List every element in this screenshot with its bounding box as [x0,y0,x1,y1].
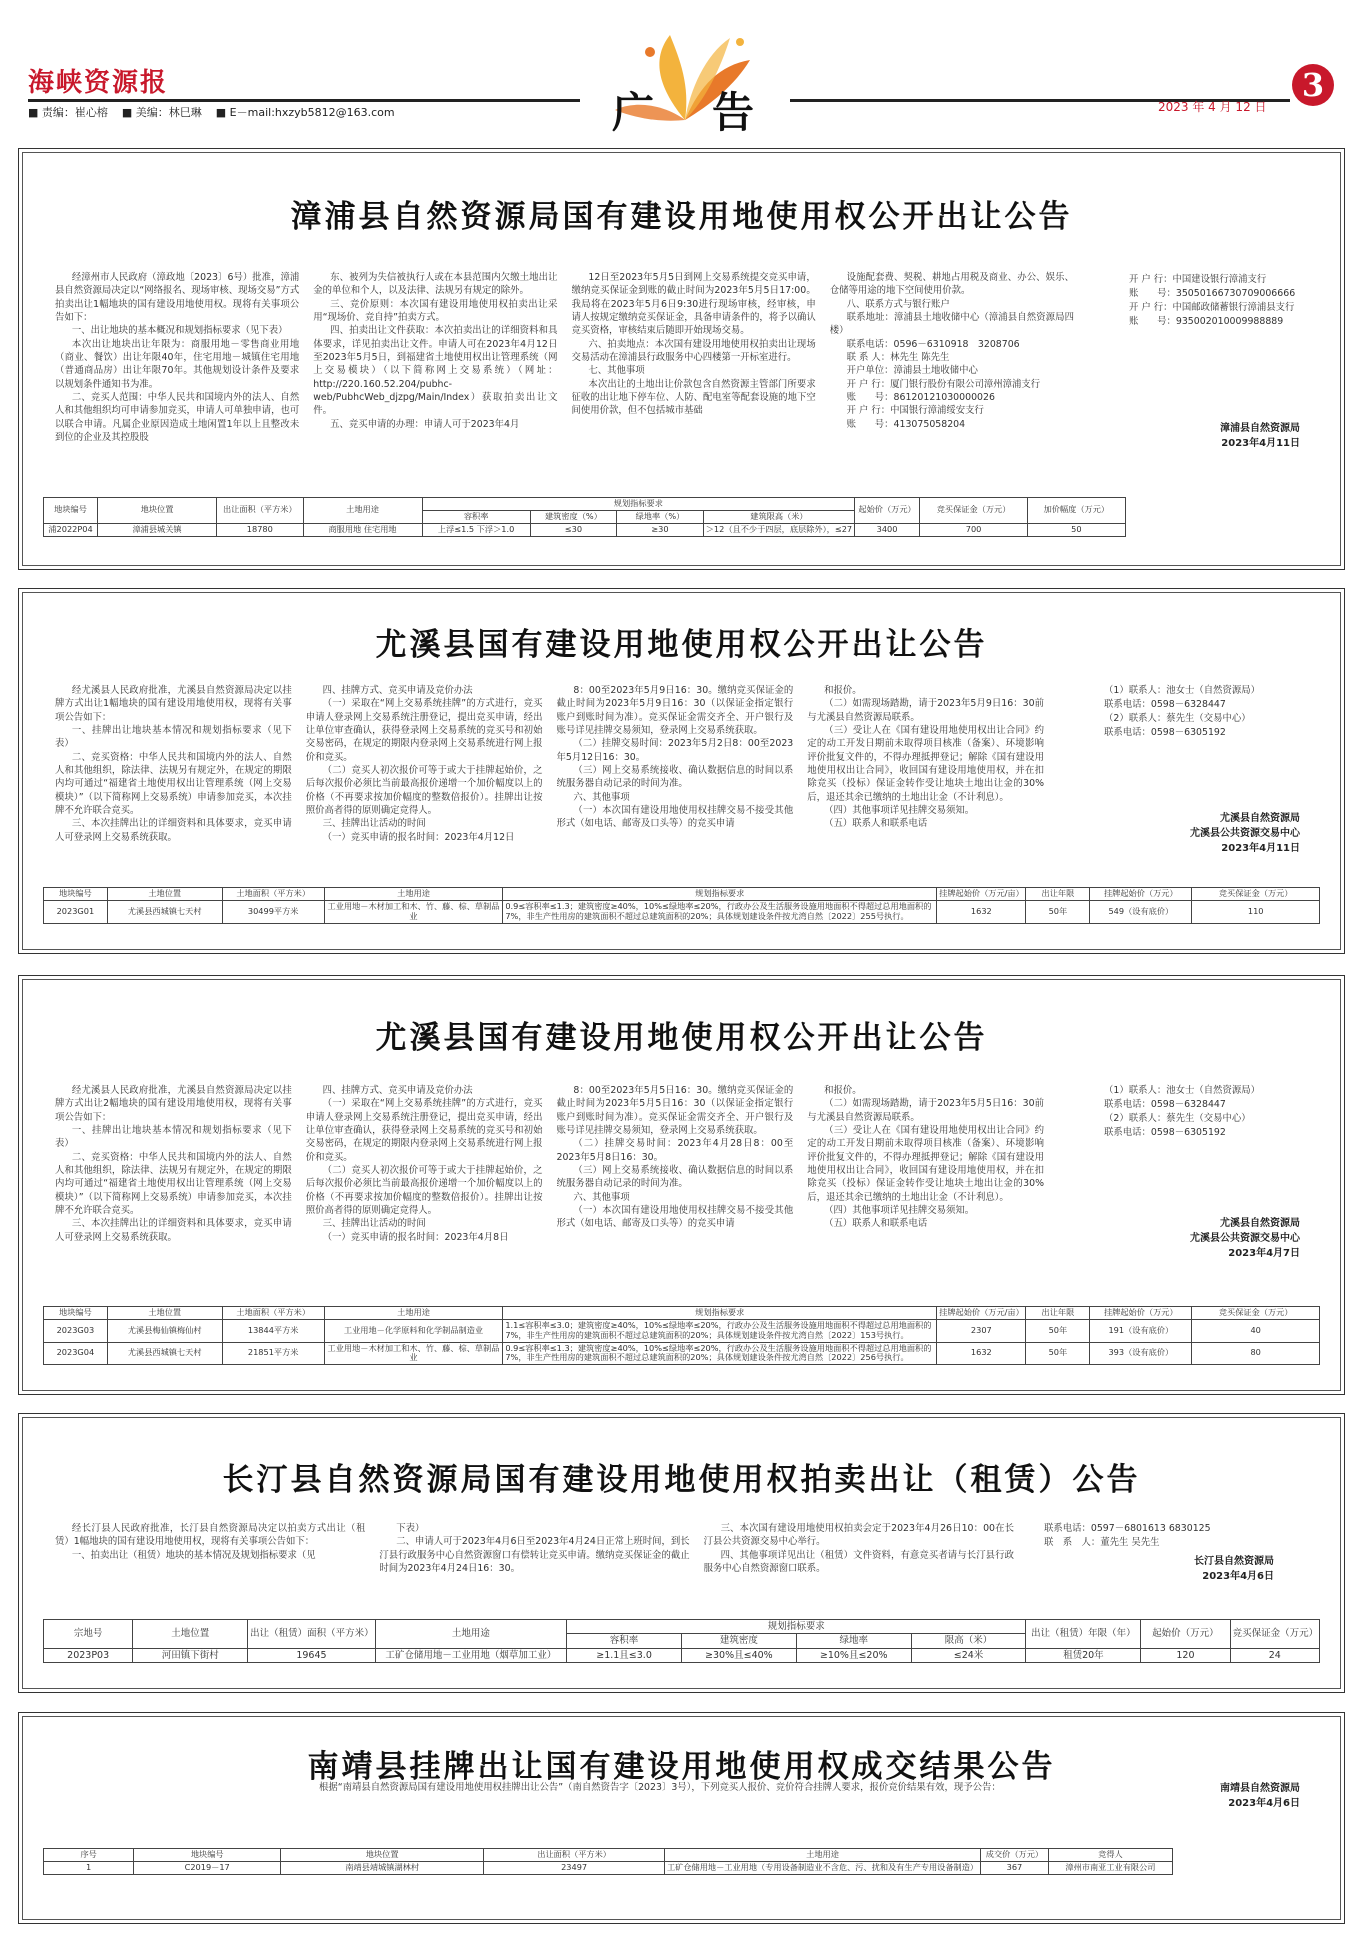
table-cell: 南靖县靖城镇湖林村 [281,1861,484,1874]
paragraph: （二）如需现场踏勘，请于2023年5月5日16：30前与尤溪县自然资源局联系。 [807,1098,1044,1123]
paragraph: 三、本次国有建设用地使用权拍卖会定于2023年4月26日10：00在长汀县公共资源交易中心举行。 [703,1523,1014,1548]
table-header: 出让年限 [1026,888,1090,901]
text-column-1 [55,1522,365,1612]
paragraph: 联 系 人：林先生 陈先生 [846,352,950,364]
table-cell: 40 [1192,1319,1320,1342]
paragraph: 联系电话：0596－6310918 3208706 [846,338,1020,350]
table-cell: 50年 [1026,900,1090,923]
table-cell: C2019－17 [134,1861,281,1874]
table-cell: ≥30 [617,523,704,536]
table-header: 土地用途 [324,888,503,901]
table-cell: 50 [1028,523,1125,536]
newspaper-brand: 海峡资源报 [28,68,169,98]
text-column-4 [830,271,1074,481]
contact-info [1044,1522,1211,1550]
table-cell: 191（设有底价） [1090,1319,1192,1342]
table-header: 宗地号 [44,1620,133,1649]
table-cell: 工矿仓储用地－工业用地（专用设备制造业不含危、污、扰和及有生产专用设备制造） [664,1861,980,1874]
announcement-youxi-1 [18,588,1345,954]
table-cell: 工业用地－木材加工和木、竹、藤、棕、草制品业 [324,1342,503,1365]
table-cell: 110 [1192,900,1320,923]
paragraph: 二、竞买人范围：中华人民共和国境内外的法人、自然人和其他组织均可申请参加竞买，申请人可单独申请，也可以联合申请。凡属企业原因造成土地闲置1年以上且整改未到位的企业及其控股股 [55,392,300,444]
signature-org: 南靖县自然资源局 [1220,1783,1300,1794]
text-column-2 [306,684,543,864]
signature-date: 2023年4月6日 [1202,1571,1274,1582]
contact-line: （1）联系人：池女士（自然资源局） [1104,685,1260,696]
header-rule-left [28,99,580,102]
announcement-title: 尤溪县国有建设用地使用权公开出让公告 [375,627,988,663]
table-cell: 尤溪县西城镇七天村 [107,1342,222,1365]
table-cell: 367 [981,1861,1049,1874]
text-column-3 [572,271,816,481]
paragraph: 六、其他事项 [573,791,630,803]
bank-accounts [1129,273,1295,329]
paragraph: 三、挂牌出让活动的时间 [322,818,426,830]
table-cell: ≥1.1且≤3.0 [567,1648,682,1662]
paragraph: （三）受让人在《国有建设用地使用权出让合同》约定的动工开发日期前未取得项目核准（备案）、环境影响评价批复文件的，不得办理抵押登记；解除《国有建设用地使用权出让合同》，收回国有建设用地使用权，并在扣除竞买（投标）保证金转作受让地块土地出让金的30%后，退还其余已缴纳的土地出让金（不计利息）。 [807,1125,1044,1203]
paragraph: 二、申请人可于2023年4月6日至2023年4月24日正常上班时间，到长汀县行政服务中心自然资源窗口有偿转让竞买申请。缴纳竞买保证金的截止时间为2023年4月24日16：30。 [379,1536,690,1575]
announcement-title: 南靖县挂牌出让国有建设用地使用权成交结果公告 [307,1749,1056,1785]
table-header: 挂牌起始价（万元） [1090,1307,1192,1320]
contact-line: 联系电话：0598－6305192 [1104,727,1226,739]
table-row [44,1342,1320,1365]
text-column-2 [313,271,557,481]
table-cell: 0.9≤容积率≤1.3；建筑密度≥40%，10%≤绿地率≤20%，行政办公及生活服务设施用地面积不得超过总用地面积的7%，非生产性用房的建筑面积不超过总建筑面积的20%；具体规划建设条件按尤湾自然〔2022〕256号执行。 [503,1342,937,1365]
table-header: 出让（租赁）年限（年） [1026,1620,1141,1649]
credit-designer: ■ 美编：林巳琳 [121,106,202,119]
table-cell: 商服用地 住宅用地 [303,523,422,536]
paragraph: （五）联系人和联系电话 [824,818,928,830]
editor-credits [28,104,409,120]
table-cell: 1 [44,1861,134,1874]
signature-date: 2023年4月7日 [1228,1248,1300,1259]
paragraph: 二、竞买资格：中华人民共和国境内外的法人、自然人和其他组织，除法律、法规另有规定外，在规定的期限内均可通过“福建省土地使用权出让管理系统（网上交易模块）”（以下简称网上交易系统）申请参加竞买，本次挂牌不允许联合竞买。 [55,751,292,817]
paragraph: 开 户 行：中国银行漳浦绥安支行 [846,405,984,417]
paragraph: 一、拍卖出让（租赁）地块的基本情况及规划指标要求（见 [71,1549,316,1561]
paragraph: 东、被列为失信被执行人或在本县范围内欠缴土地出让金的单位和个人，以及法律、法规另有规定的除外。 [313,272,558,297]
table-cell: 工业用地－化学原料和化学制品制造业 [324,1319,503,1342]
table-cell: 漳州市南亚工业有限公司 [1048,1861,1172,1874]
paragraph: （三）网上交易系统接收、确认数据信息的时间以系统服务器自动记录的时间为准。 [556,1165,794,1190]
table-header: 竞买保证金（万元） [1192,1307,1320,1320]
contact-line: 联系电话：0597－6801613 6830125 [1044,1523,1211,1534]
table-header: 起始价（万元） [855,498,920,524]
paragraph: （一）本次国有建设用地使用权挂牌交易不接受其他形式（如电话、邮寄及口头等）的竞买申请 [556,805,794,830]
signature-org: 漳浦县自然资源局 [1220,423,1300,434]
contact-line: （1）联系人：池女士（自然资源局） [1104,1085,1260,1096]
signature [1190,811,1300,856]
table-cell: 工业用地－木材加工和木、竹、藤、棕、草制品业 [324,900,503,923]
table-cell: 3400 [855,523,920,536]
signature-date: 2023年4月11日 [1221,438,1300,449]
paragraph: （二）竞买人初次报价可等于或大于挂牌起始价，之后每次报价必须比当前最高报价递增一个加价幅度以上的价格（不再要求按加价幅度的整数倍报价）。挂牌出让按照价高者得的原则确定竞得人。 [305,1165,543,1217]
section-title-left: 广 [612,88,655,137]
paragraph: （四）其他事项详见挂牌交易须知。 [824,805,975,817]
land-parcel-table [43,1306,1320,1365]
table-header: 挂牌起始价（万元/亩） [937,888,1026,901]
text-column-1 [55,1084,292,1274]
table-header: 地块位置 [281,1849,484,1862]
paragraph: 8：00至2023年5月9日16：30。缴纳竞买保证金的截止时间为2023年5月9日16：30（以保证金指定银行账户到账时间为准）。竞买保证金需交齐全、开户银行及账号详见挂牌交易须知，登录网上交易系统获取。 [556,685,794,737]
paragraph: （三）网上交易系统接收、确认数据信息的时间以系统服务器自动记录的时间为准。 [556,765,794,790]
table-subheader: 容积率 [422,510,530,523]
text-column-2 [306,1084,543,1274]
signature-date: 2023年4月11日 [1221,843,1300,854]
table-subheader: 绿地率 [796,1634,911,1648]
announcement-title: 长汀县自然资源局国有建设用地使用权拍卖出让（租赁）公告 [222,1462,1141,1498]
table-cell: 18780 [217,523,304,536]
paragraph: （一）竞买申请的报名时间：2023年4月12日 [322,831,515,843]
table-cell: ＞12（且不少于四层，底层除外），≤27 [703,523,854,536]
text-column-4 [807,684,1044,864]
table-cell: 浦2022P04 [44,523,98,536]
table-subheader: 建筑密度 [681,1634,796,1648]
table-header: 土地面积（平方米） [222,1307,324,1320]
table-cell: ≥30%且≤40% [681,1648,796,1662]
credit-editor: ■ 责编：崔心榕 [28,106,108,119]
paragraph: （一）本次国有建设用地使用权挂牌交易不接受其他形式（如电话、邮寄及口头等）的竞买申请 [556,1205,794,1230]
table-header: 土地用途 [664,1849,980,1862]
contact-line: （2）联系人：蔡先生（交易中心） [1104,713,1251,725]
signature [1194,1554,1274,1584]
table-cell: ≥10%且≤20% [796,1648,911,1662]
bank-line: 开 户 行：中国邮政储蓄银行漳浦县支行 [1129,302,1295,314]
announcement-zhangpu [18,148,1345,570]
table-header: 竞买保证金（万元） [1192,888,1320,901]
signature [1220,1781,1300,1811]
announcement-title: 尤溪县国有建设用地使用权公开出让公告 [375,1020,988,1056]
table-header: 竞买保证金（万元） [1230,1620,1319,1649]
table-header: 土地用途 [303,498,422,524]
contact-info [1104,1084,1260,1140]
text-column-4 [807,1084,1044,1274]
signature-org: 尤溪县自然资源局 [1220,1218,1300,1229]
table-cell: 租赁20年 [1026,1648,1141,1662]
paragraph: 开 户 行：厦门银行股份有限公司漳州漳浦支行 [846,378,1041,390]
paragraph: （五）联系人和联系电话 [824,1218,928,1230]
table-header: 地块编号 [44,498,98,524]
table-subheader: 限高（米） [911,1634,1026,1648]
result-notice-text: 根据“南靖县自然资源局国有建设用地使用权挂牌出让公告”（南自然资告字〔2023〕3号），下列竞买人报价、竞价符合挂牌人要求，报价竞价结果有效，现予公告： [319,1782,1001,1793]
announcement-changting [18,1413,1345,1693]
table-cell: 2307 [937,1319,1026,1342]
table-cell: 50年 [1026,1319,1090,1342]
table-header: 土地面积（平方米） [222,888,324,901]
paragraph: 开户单位：漳浦县土地收储中心 [846,365,978,377]
paragraph: 七、其他事项 [588,365,645,377]
table-cell: ≤30 [530,523,617,536]
paragraph: 三、本次挂牌出让的详细资料和具体要求，竞买申请人可登录网上交易系统获取。 [55,1218,292,1243]
paragraph: （二）如需现场踏勘，请于2023年5月9日16：30前与尤溪县自然资源局联系。 [807,698,1044,723]
table-cell: 2023P03 [44,1648,133,1662]
table-cell: 工矿仓储用地－工业用地（烟草加工业） [375,1648,566,1662]
paragraph: 经尤溪县人民政府批准，尤溪县自然资源局决定以挂牌方式出让1幅地块的国有建设用地使用权，现将有关事项公告如下： [55,685,292,723]
text-column-1 [55,271,299,481]
table-header: 土地位置 [107,1307,222,1320]
table-header: 地块编号 [44,1307,108,1320]
table-header: 竞得人 [1048,1849,1172,1862]
paragraph: 六、拍卖地点：本次国有建设用地使用权拍卖出让现场交易活动在漳浦县行政服务中心四楼第一开标室进行。 [571,338,816,364]
contact-line: （2）联系人：蔡先生（交易中心） [1104,1113,1251,1125]
contact-line: 联系电话：0598－6328447 [1104,1099,1226,1111]
table-cell: 120 [1141,1648,1230,1662]
paragraph: 12日至2023年5月5日到网上交易系统提交竞买申请，缴纳竞买保证金到账的截止时间为2023年5月5日17:00。我局将在2023年5月6日9:30进行现场审核，经审核，申请人按规定缴纳竞买保证金，具备申请条件的，将予以确认竞买资格，审核结束后随即开始现场交易。 [571,272,816,337]
paragraph: 本次出让地块出让年限为：商服用地－零售商业用地（商业、餐饮）出让年限40年，住宅用地－城镇住宅用地（普通商品房）出让年限70年。其他规划设计条件及要求以规划条件通知书为准。 [55,338,300,390]
paragraph: 四、挂牌方式、竞买申请及竞价办法 [322,1085,473,1096]
land-parcel-table [43,887,1320,924]
table-cell: 2023G03 [44,1319,108,1342]
paragraph: 五、竞买申请的办理：申请人可于2023年4月 [330,418,520,430]
contact-info [1104,684,1260,740]
signature-org: 尤溪县公共资源交易中心 [1190,828,1300,839]
table-cell: 上浮≤1.5 下浮＞1.0 [422,523,530,536]
paragraph: 四、拍卖出让文件获取：本次拍卖出让的详细资料和具体要求，详见拍卖出让文件。申请人可在2023年4月12日至2023年5月5日，到福建省土地使用权出让管理系统（网上交易模块）（以下简称网上交易系统）（网址：http://220.160.52.204/pubhc-web/PubhcWeb_djzpg/Main/Index）获取拍卖出让文件。 [313,325,558,417]
table-cell: 700 [920,523,1028,536]
table-header: 土地位置 [133,1620,248,1649]
table-header: 出让面积（平方米） [484,1849,665,1862]
paragraph: 四、其他事项详见出让（租赁）文件资料，有意竞买者请与长汀县行政服务中心自然资源窗口联系。 [703,1549,1014,1575]
table-row [44,1861,1173,1874]
paragraph: 经长汀县人民政府批准，长汀县自然资源局决定以拍卖方式出让（租赁）1幅地块的国有建设用地使用权，现将有关事项公告如下： [55,1523,366,1548]
table-header: 地块编号 [44,888,108,901]
table-cell: 河田镇下街村 [133,1648,248,1662]
table-header: 竞买保证金（万元） [920,498,1028,524]
table-cell: 50年 [1026,1342,1090,1365]
signature [1220,421,1300,451]
text-column-3 [704,1522,1014,1612]
announcement-title: 漳浦县自然资源局国有建设用地使用权公开出让公告 [290,199,1073,235]
contact-line: 联系电话：0598－6328447 [1104,699,1226,711]
table-cell: 1.1≤容积率≤3.0；建筑密度≥40%，10%≤绿地率≤20%，行政办公及生活服务设施用地面积不得超过总用地面积的7%，非生产性用房的建筑面积不超过总建筑面积的20%；具体规划建设条件按尤湾自然〔2022〕153号执行。 [503,1319,937,1342]
paragraph: 联系地址：漳浦县土地收储中心（漳浦县自然资源局四楼） [829,312,1074,337]
table-cell: 21851平方米 [222,1342,324,1365]
page-header [0,0,1361,137]
announcement-nanjing [18,1712,1345,1924]
table-cell: 549（设有底价） [1090,900,1192,923]
signature-org: 尤溪县公共资源交易中心 [1190,1233,1300,1244]
table-cell: 24 [1230,1648,1319,1662]
paragraph: 经尤溪县人民政府批准，尤溪县自然资源局决定以挂牌方式出让2幅地块的国有建设用地使用权，现将有关事项公告如下： [55,1085,292,1123]
paragraph: （二）竞买人初次报价可等于或大于挂牌起始价，之后每次报价必须比当前最高报价递增一个加价幅度以上的价格（不再要求按加价幅度的整数倍报价）。挂牌出让按照价高者得的原则确定竞得人。 [305,765,543,817]
table-header: 起始价（万元） [1141,1620,1230,1649]
paragraph: （三）受让人在《国有建设用地使用权出让合同》约定的动工开发日期前未取得项目核准（备案）、环境影响评价批复文件的，不得办理抵押登记；解除《国有建设用地使用权出让合同》，收回国有建设用地使用权，并在扣除竞买（投标）保证金转作受让地块土地出让金的30%后，退还其余已缴纳的土地出让金（不计利息）。 [807,725,1044,803]
table-header: 土地用途 [375,1620,566,1649]
paragraph: 8：00至2023年5月5日16：30。缴纳竞买保证金的截止时间为2023年5月5日16：30（以保证金指定银行账户到账时间为准）。竞买保证金需交齐全、开户银行及账号详见挂牌交易须知，登录网上交易系统获取。 [556,1085,794,1137]
bank-line: 账 号：35050166730709006666 [1129,288,1296,300]
table-subheader: 建筑密度（%） [530,510,617,523]
signature-date: 2023年4月6日 [1228,1798,1300,1809]
paragraph: 六、其他事项 [573,1191,630,1203]
issue-date: 2023 年 4 月 12 日 [1158,100,1267,114]
paragraph: 账 号：86120121030000026 [846,392,995,404]
table-cell: 1632 [937,900,1026,923]
paragraph: （一）竞买申请的报名时间：2023年4月8日 [322,1231,509,1243]
table-header: 土地位置 [107,888,222,901]
table-cell: 0.9≤容积率≤1.3；建筑密度≥40%，10%≤绿地率≤20%，行政办公及生活服务设施用地面积不得超过总用地面积的7%，非生产性用房的建筑面积不超过总建筑面积的20%；具体规划建设条件按尤湾自然〔2022〕255号执行。 [503,900,937,923]
table-cell: 23497 [484,1861,665,1874]
paragraph: 经漳州市人民政府（漳政地〔2023〕6号）批准，漳浦县自然资源局决定以“网络报名、现场审核、现场交易”方式拍卖出让1幅地块的国有建设用地使用权。现将有关事项公告如下： [55,272,300,324]
table-row [44,1648,1320,1662]
paragraph: 四、挂牌方式、竞买申请及竞价办法 [322,685,473,696]
paragraph: （一）采取在“网上交易系统挂牌”的方式进行，竞买申请人登录网上交易系统注册登记，提出竞买申请，经出让单位审查确认，获得登录网上交易系统的竞买号和初始交易密码，在规定的期限内登录网上交易系统进行网上报价和竞买。 [305,698,543,763]
land-parcel-table [43,1619,1320,1663]
text-column-3 [557,684,794,864]
table-subheader: 建筑限高（米） [703,510,854,523]
table-header: 加价幅度（万元） [1028,498,1125,524]
table-cell: 尤溪县西城镇七天村 [107,900,222,923]
table-header: 出让年限 [1026,1307,1090,1320]
table-row [44,523,1126,536]
signature-org: 尤溪县自然资源局 [1220,813,1300,824]
table-header: 出让面积（平方米） [217,498,304,524]
table-cell: 漳浦县城关镇 [98,523,217,536]
paragraph: （四）其他事项详见挂牌交易须知。 [824,1205,975,1217]
table-header: 出让（租赁）面积（平方米） [248,1620,376,1649]
paragraph: 设施配套费、契税、耕地占用税及商业、办公、娱乐、仓储等用途的地下空间使用价款。 [829,272,1074,297]
contact-line: 联系电话：0598－6305192 [1104,1127,1226,1139]
table-subheader: 绿地率（%） [617,510,704,523]
table-header: 地块编号 [134,1849,281,1862]
paragraph: 下表） [396,1523,425,1534]
table-row [44,900,1320,923]
paragraph: 二、竞买资格：中华人民共和国境内外的法人、自然人和其他组织，除法律、法规另有规定外，在规定的期限内均可通过“福建省土地使用权出让管理系统（网上交易模块）”（以下简称网上交易系统）申请参加竞买，本次挂牌不允许联合竞买。 [55,1151,292,1217]
table-subheader: 容积率 [567,1634,682,1648]
paragraph: 八、联系方式与银行账户 [846,298,950,310]
bank-line: 账 号：935002010009988889 [1129,316,1284,328]
page-number-badge: 3 [1292,64,1334,106]
table-cell: 13844平方米 [222,1319,324,1342]
table-cell: 80 [1192,1342,1320,1365]
table-header: 规划指标要求 [422,498,855,511]
bank-line: 开 户 行：中国建设银行漳浦支行 [1129,274,1267,285]
announcement-youxi-2 [18,975,1345,1395]
paragraph: 一、挂牌出让地块基本情况和规划指标要求（见下表） [55,725,292,750]
table-header: 规划指标要求 [567,1620,1026,1634]
table-header: 规划指标要求 [503,888,937,901]
paragraph: 三、竞价原则：本次国有建设用地使用权拍卖出让采用“现场价、竞自持”拍卖方式。 [313,298,558,324]
paragraph: 三、本次挂牌出让的详细资料和具体要求，竞买申请人可登录网上交易系统获取。 [55,818,292,843]
table-row [44,1319,1320,1342]
paragraph: 账 号：413075058204 [846,418,966,430]
paragraph: 本次出让的土地出让价款包含自然资源主管部门所要求征收的出让地下停车位、人防、配电室等配套设施的地下空间使用价款，但不包括城市基础 [571,378,816,417]
table-cell: 1632 [937,1342,1026,1365]
contact-line: 联 系 人：董先生 吴先生 [1044,1537,1160,1549]
result-table [43,1848,1173,1875]
paragraph: 三、挂牌出让活动的时间 [322,1218,426,1230]
section-title-right: 告 [712,88,755,137]
table-cell: 30499平方米 [222,900,324,923]
table-cell: 393（设有底价） [1090,1342,1192,1365]
credit-email: ■ E－mail:hxzyb5812@163.com [215,106,395,119]
table-header: 序号 [44,1849,134,1862]
paragraph: 一、出让地块的基本概况和规划指标要求（见下表） [71,325,288,337]
land-parcel-table [43,497,1126,537]
text-column-3 [557,1084,794,1274]
signature-org: 长汀县自然资源局 [1194,1556,1274,1567]
paragraph: （一）采取在“网上交易系统挂牌”的方式进行，竞买申请人登录网上交易系统注册登记，提出竞买申请，经出让单位审查确认，获得登录网上交易系统的竞买号和初始交易密码，在规定的期限内登录网上交易系统进行网上报价和竞买。 [305,1098,543,1163]
paragraph: 一、挂牌出让地块基本情况和规划指标要求（见下表） [55,1125,292,1150]
paragraph: （二）挂牌交易时间：2023年4月28日8：00至2023年5月8日16：30。 [556,1138,794,1163]
table-cell: 2023G04 [44,1342,108,1365]
paragraph: 和报价。 [824,1085,862,1096]
paragraph: 和报价。 [824,685,862,696]
table-cell: ≤24米 [911,1648,1026,1662]
table-header: 土地用途 [324,1307,503,1320]
signature [1190,1216,1300,1261]
text-column-2 [379,1522,689,1612]
table-header: 地块位置 [98,498,217,524]
table-cell: 尤溪县梅仙镇梅仙村 [107,1319,222,1342]
table-cell: 2023G01 [44,900,108,923]
paragraph: （二）挂牌交易时间：2023年5月2日8：00至2023年5月12日16：30。 [556,738,794,763]
table-header: 挂牌起始价（万元） [1090,888,1192,901]
table-header: 挂牌起始价（万元/亩） [937,1307,1026,1320]
table-header: 规划指标要求 [503,1307,937,1320]
table-cell: 19645 [248,1648,376,1662]
text-column-1 [55,684,292,864]
table-header: 成交价（万元） [981,1849,1049,1862]
